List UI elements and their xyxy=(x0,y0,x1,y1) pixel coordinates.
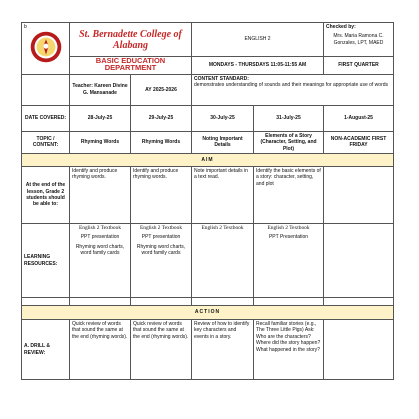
action-band: ACTION xyxy=(22,306,394,320)
textbook: English 2 Textbook xyxy=(139,225,183,232)
blank-cell xyxy=(131,298,192,306)
checked-by-label: Checked by: xyxy=(326,24,356,30)
content-standard-label: CONTENT STANDARD: xyxy=(194,75,249,82)
topic-cell: NON-ACADEMIC FIRST FRIDAY xyxy=(324,131,394,153)
resources-cell xyxy=(70,224,131,298)
topic-cell: Rhyming Words xyxy=(131,131,192,153)
blank-cell xyxy=(324,298,394,306)
school-name: St. Bernadette College of Alabang xyxy=(79,28,182,51)
department-cell xyxy=(70,57,192,75)
topic-cell: Rhyming Words xyxy=(70,131,131,153)
academic-year: AY 2025-2026 xyxy=(131,74,192,105)
content-standard-cell xyxy=(192,74,394,105)
schedule: MONDAYS - THURSDAYS 11:05-11:55 AM xyxy=(192,57,324,75)
date-cell: 1-August-25 xyxy=(324,105,394,131)
topic-label: TOPIC / CONTENT: xyxy=(22,131,70,153)
aim-cell xyxy=(324,167,394,224)
aim-cell: Note important details in a text read. xyxy=(192,167,254,224)
resources-cell xyxy=(192,224,254,298)
lesson-plan-table xyxy=(21,22,394,380)
resource-extra: Rhyming word charts, word family cards xyxy=(75,243,125,257)
resources-cell xyxy=(254,224,324,298)
blank-cell xyxy=(22,298,70,306)
drill-cell: Recall familiar stories (e.g., The Three Little Pigs) Ask: Who are the characters? Where did the story happen? What happened in the story? xyxy=(254,320,324,380)
aim-band: AIM xyxy=(22,154,394,167)
subject: ENGLISH 2 xyxy=(192,23,324,57)
date-label: DATE COVERED: xyxy=(22,105,70,131)
drill-cell xyxy=(324,320,394,380)
blank-cell xyxy=(70,298,131,306)
topic-cell: Noting Important Details xyxy=(192,131,254,153)
school-seal-icon xyxy=(29,30,63,64)
drill-cell: Quick review of words that sound the same at the end (rhyming words). xyxy=(131,320,192,380)
resources-label: LEARNING RESOURCES: xyxy=(22,224,70,298)
drill-cell: Review of how to identify key characters and events in a story. xyxy=(192,320,254,380)
checked-by-cell xyxy=(324,23,394,57)
content-standard-text: demonstrates understanding of sounds and their meanings for appropriate use of words xyxy=(194,82,389,89)
date-cell: 28-July-25 xyxy=(70,105,131,131)
aim-cell: Identify and produce rhyming words. xyxy=(70,167,131,224)
aim-cell: Identify and produce rhyming words. xyxy=(131,167,192,224)
textbook: English 2 Textbook xyxy=(78,225,122,232)
drill-cell: Quick review of words that sound the same at the end (rhyming words). xyxy=(70,320,131,380)
aim-cell: Identify the basic elements of a story: character, setting, and plot xyxy=(254,167,324,224)
resources-cell xyxy=(324,224,394,298)
aim-label: At the end of the lesson, Grade 2 students should be able to: xyxy=(22,167,70,224)
corner-marker: b xyxy=(24,24,27,30)
logo-cell xyxy=(22,23,70,75)
resource-extra: Rhyming word charts, word family cards xyxy=(136,243,186,257)
date-cell: 29-July-25 xyxy=(131,105,192,131)
blank-cell xyxy=(192,298,254,306)
blank-cell xyxy=(254,298,324,306)
date-cell: 30-July-25 xyxy=(192,105,254,131)
checker-name: Mrs. Maria Ramona C. Gonzales, LPT, MAED xyxy=(333,33,384,46)
topic-cell: Elements of a Story (Character, Setting, and Plot) xyxy=(254,131,324,153)
ppt: PPT presentation xyxy=(80,234,120,241)
ppt: PPT Presentation xyxy=(268,234,309,241)
department: BASIC EDUCATION DEPARTMENT xyxy=(95,56,166,73)
date-cell: 31-July-25 xyxy=(254,105,324,131)
teacher: Teacher: Kareen Divine G. Mansanade xyxy=(70,74,131,105)
resources-cell xyxy=(131,224,192,298)
drill-label: A. DRILL & REVIEW: xyxy=(22,320,70,380)
school-name-cell xyxy=(70,23,192,57)
ppt: PPT presentation xyxy=(141,234,181,241)
textbook: English 2 Textbook xyxy=(267,225,310,232)
textbook: English 2 Textbook xyxy=(201,225,244,232)
blank-cell xyxy=(22,74,70,105)
quarter: FIRST QUARTER xyxy=(324,57,394,75)
